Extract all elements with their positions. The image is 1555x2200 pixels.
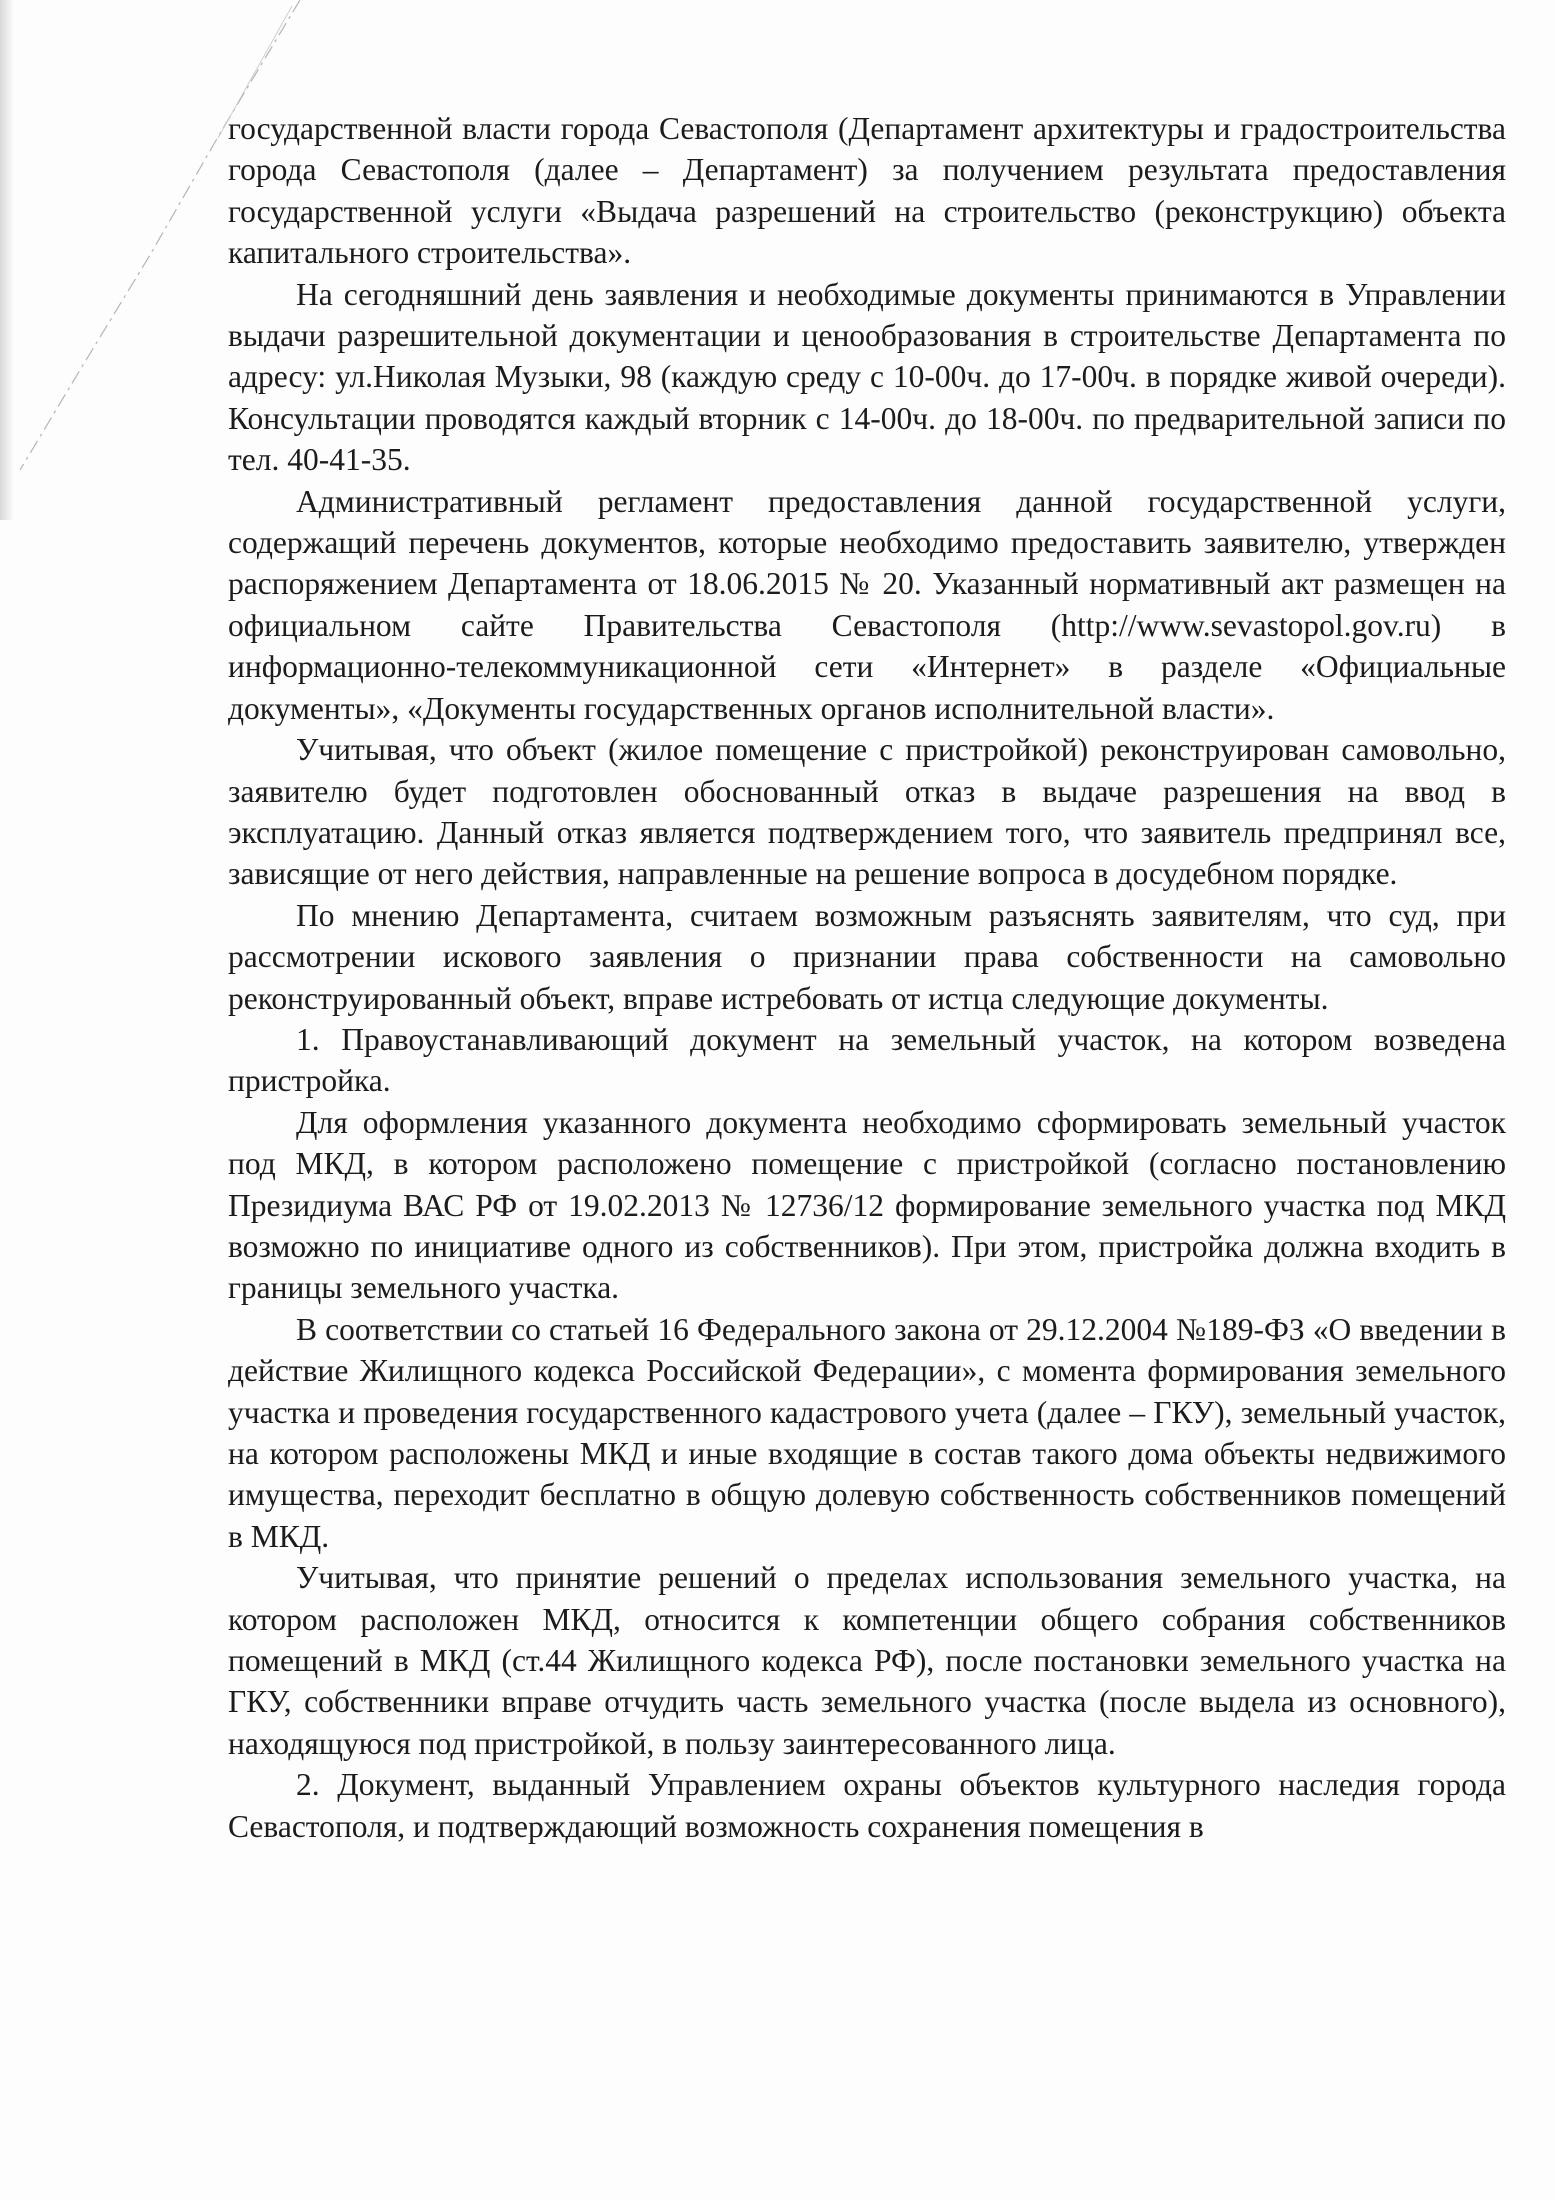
paragraph-10: 2. Документ, выданный Управлением охраны объектов культурного наследия города Севастополя, и подтверждающий возможность сохранения помещения в (228, 1767, 1506, 1844)
paragraph-7: Для оформления указанного документа необходимо сформировать земельный участок под МКД, в котором расположено помещение с пристройкой (согласно постановлению Президиума ВАС РФ от 19.02.2013 № 12736/12 формирование земельного участка под МКД возможно по инициативе одного из собственников). При этом, пристройка должна входить в границы земельного участка. (228, 1104, 1506, 1306)
paragraph-5: По мнению Департамента, считаем возможным разъяснять заявителям, что суд, при рассмотрении искового заявления о признании права собственности на самовольно реконструированный объект, вправе истребовать от истца следующие документы. (228, 897, 1506, 1016)
paragraph-8: В соответствии со статьей 16 Федерального закона от 29.12.2004 №189-ФЗ «О введении в действие Жилищного кодекса Российской Федерации», с момента формирования земельного участка и проведения государственного кадастрового учета (далее – ГКУ), земельный участок, на котором расположены МКД и иные входящие в состав такого дома объекты недвижимого имущества, переходит бесплатно в общую долевую собственность собственников помещений в МКД. (228, 1311, 1506, 1554)
paragraph-4: Учитывая, что объект (жилое помещение с пристройкой) реконструирован самовольно, заявителю будет подготовлен обоснованный отказ в выдаче разрешения на ввод в эксплуатацию. Данный отказ является подтверждением того, что заявитель предпринял все, зависящие от него действия, направленные на решение вопроса в досудебном порядке. (228, 732, 1506, 892)
paragraph-2: На сегодняшний день заявления и необходимые документы принимаются в Управлении выдачи разрешительной документации и ценообразования в строительстве Департамента по адресу: ул.Николая Музыки, 98 (каждую среду с 10-00ч. до 17-00ч. в порядке живой очереди). Консультации проводятся каждый вторник с 14-00ч. до 18-00ч. по предварительной записи по тел. 40-41-35. (228, 276, 1506, 478)
scan-edge-shadow (0, 0, 14, 520)
paragraph-1: государственной власти города Севастополя (Департамент архитектуры и градостроительства города Севастополя (далее – Департамент) за получением результата предоставления государственной услуги «Выдача разрешений на строительство (реконструкцию) объекта капитального строительства». (228, 111, 1506, 271)
paragraph-6: 1. Правоустанавливающий документ на земельный участок, на котором возведена пристройка. (228, 1021, 1506, 1099)
paragraph-3: Административный регламент предоставления данной государственной услуги, содержащий перечень документов, которые необходимо предоставить заявителю, утвержден распоряжением Департамента от 18.06.2015 № 20. Указанный нормативный акт размещен на официальном сайте Правительства Севастополя (http://www.sevastopol.gov.ru) в информационно-телекоммуникационной сети «Интернет» в разделе «Официальные документы», «Документы государственных органов исполнительной власти». (228, 483, 1506, 726)
letter-body (228, 108, 1506, 1847)
paragraph-9: Учитывая, что принятие решений о пределах использования земельного участка, на котором расположен МКД, относится к компетенции общего собрания собственников помещений в МКД (ст.44 Жилищного кодекса РФ), после постановки земельного участка на ГКУ, собственники вправе отчудить часть земельного участка (после выдела из основного), находящуюся под пристройкой, в пользу заинтересованного лица. (228, 1560, 1506, 1761)
